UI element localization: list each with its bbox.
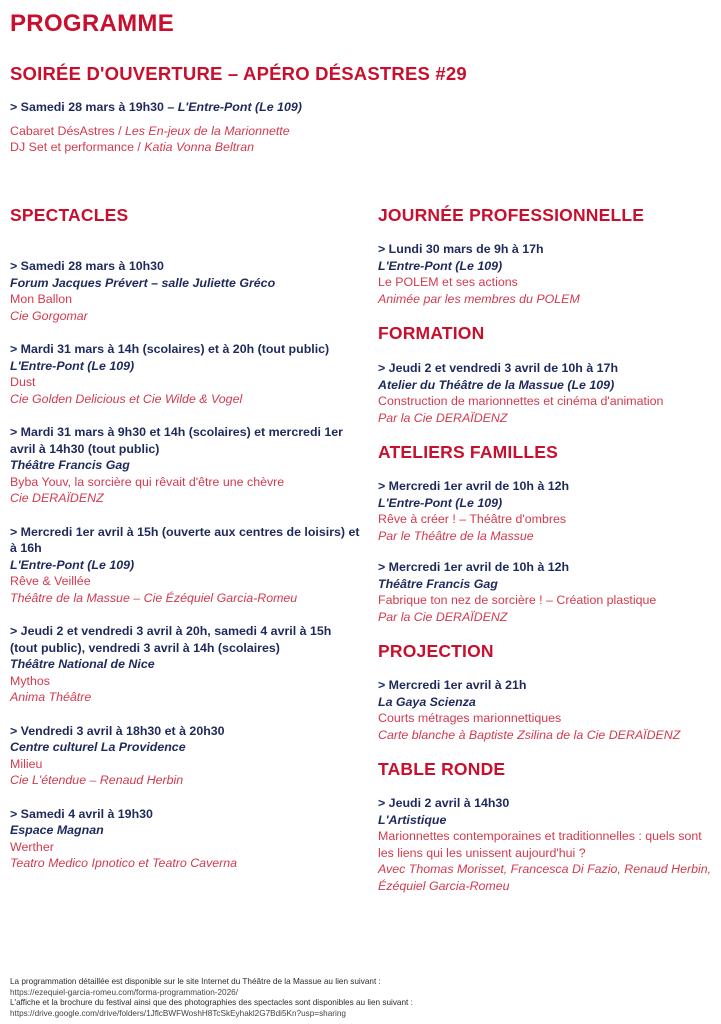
entry-title: Construction de marionnettes et cinéma d'animation	[378, 394, 664, 408]
entry-venue: L'Entre-Pont (Le 109)	[378, 258, 503, 273]
entry-title: Dust	[10, 375, 36, 389]
atelier-entry	[378, 559, 718, 625]
entry-title: Fabrique ton nez de sorcière ! – Création plastique	[378, 593, 657, 607]
spectacle-entry	[10, 524, 360, 607]
entry-credit: Par le Théâtre de la Massue	[378, 528, 534, 543]
entry-venue: Atelier du Théâtre de la Massue (Le 109)	[378, 377, 615, 392]
opening-line-1-title: Cabaret DésAstres /	[10, 123, 126, 138]
projection-entry	[378, 677, 718, 743]
entry-credit: Anima Théâtre	[10, 690, 92, 704]
opening-venue: L'Entre-Pont (Le 109)	[177, 100, 302, 114]
entry-credit: Carte blanche à Baptiste Zsilina de la Cie DERAÏDENZ	[378, 727, 681, 742]
journee-entry	[378, 241, 718, 307]
footer-link-1[interactable]: https://ezequiel-garcia-romeu.com/forma-programmation-2026/	[10, 987, 238, 997]
entry-date: > Jeudi 2 et vendredi 3 avril à 20h, samedi 4 avril à 15h (tout public), vendredi 3 avril à 14h (scolaires)	[10, 624, 332, 655]
entry-venue: L'Entre-Pont (Le 109)	[10, 557, 135, 572]
entry-date: > Mardi 31 mars à 9h30 et 14h (scolaires) et mercredi 1er avril à 14h30 (tout public)	[10, 425, 344, 456]
entry-credit: Avec Thomas Morisset, Francesca Di Fazio, Renaud Herbin, Ézéquiel Garcia-Romeu	[378, 862, 712, 893]
entry-credit: Cie DERAÏDENZ	[10, 491, 104, 505]
entry-date: > Mercredi 1er avril à 21h	[378, 678, 527, 692]
entry-credit: Théâtre de la Massue – Cie Ézéquiel Garcia-Romeu	[10, 590, 298, 605]
formation-heading: FORMATION	[378, 323, 485, 343]
opening-line-2-title: DJ Set et performance /	[10, 140, 145, 154]
entry-title: Rêve & Veillée	[10, 574, 91, 588]
entry-date: > Samedi 4 avril à 19h30	[10, 806, 153, 821]
entry-title: Mythos	[10, 673, 50, 688]
entry-date: > Mercredi 1er avril à 15h (ouverte aux centres de loisirs) et à 16h	[10, 524, 360, 555]
entry-credit: Teatro Medico Ipnotico et Teatro Caverna	[10, 856, 238, 870]
entry-title: Le POLEM et ses actions	[378, 275, 518, 289]
entry-date: > Samedi 28 mars à 10h30	[10, 259, 164, 273]
page-title: PROGRAMME	[10, 10, 175, 37]
right-column	[378, 205, 718, 894]
spectacle-entry	[10, 341, 360, 407]
entry-credit: Cie Golden Delicious et Cie Wilde & Vogel	[10, 391, 243, 406]
journee-heading: JOURNÉE PROFESSIONNELLE	[378, 205, 645, 225]
opening-section	[10, 63, 710, 156]
opening-date-line	[10, 99, 710, 116]
entry-date: > Mercredi 1er avril de 10h à 12h	[378, 560, 570, 574]
entry-venue: La Gaya Scienza	[378, 694, 476, 709]
entry-credit: Animée par les membres du POLEM	[378, 291, 580, 306]
entry-title: Marionnettes contemporaines et traditionnelles : quels sont les liens qui les unissent aujourd'hui ?	[378, 829, 702, 860]
entry-venue: Espace Magnan	[10, 823, 104, 837]
spectacle-entry	[10, 806, 360, 872]
opening-date: > Samedi 28 mars à 19h30 –	[10, 100, 178, 114]
spectacle-entry	[10, 424, 360, 507]
spectacles-column	[10, 205, 360, 872]
formation-entry	[378, 360, 718, 426]
entry-date: > Mercredi 1er avril de 10h à 12h	[378, 479, 570, 493]
opening-line-2	[10, 139, 710, 156]
entry-venue: Centre culturel La Providence	[10, 740, 186, 754]
entry-venue: L'Entre-Pont (Le 109)	[378, 495, 503, 510]
opening-line-2-credit: Katia Vonna Beltran	[144, 140, 255, 154]
entry-title: Werther	[10, 839, 54, 854]
table-ronde-heading: TABLE RONDE	[378, 759, 506, 779]
entry-title: Byba Youv, la sorcière qui rêvait d'être une chèvre	[10, 474, 285, 489]
ateliers-heading: ATELIERS FAMILLES	[378, 442, 559, 462]
entry-venue: Théâtre Francis Gag	[10, 458, 130, 472]
entry-credit: Cie Gorgomar	[10, 308, 88, 323]
spectacle-entry	[10, 623, 360, 706]
projection-heading: PROJECTION	[378, 641, 494, 661]
entry-venue: L'Artistique	[378, 812, 447, 827]
entry-title: Mon Ballon	[10, 292, 72, 306]
opening-line-1-credit: Les En-jeux de la Marionnette	[125, 123, 290, 138]
footer-line-1: La programmation détaillée est disponible sur le site Internet du Théâtre de la Massue au lien suivant :	[10, 977, 381, 986]
entry-date: > Lundi 30 mars de 9h à 17h	[378, 242, 544, 256]
entry-credit: Par la Cie DERAÏDENZ	[378, 609, 508, 624]
opening-line-1	[10, 123, 710, 140]
entry-title: Courts métrages marionnettiques	[378, 711, 562, 725]
entry-credit: Par la Cie DERAÏDENZ	[378, 410, 508, 425]
entry-date: > Jeudi 2 avril à 14h30	[378, 796, 510, 810]
entry-venue: Théâtre National de Nice	[10, 657, 155, 671]
footer	[10, 977, 710, 1019]
spectacle-entry	[10, 723, 360, 789]
entry-title: Milieu	[10, 756, 43, 771]
spectacle-entry	[10, 258, 360, 324]
entry-venue: Théâtre Francis Gag	[378, 576, 498, 591]
entry-venue: L'Entre-Pont (Le 109)	[10, 358, 135, 373]
table-ronde-entry	[378, 795, 718, 894]
entry-date: > Mardi 31 mars à 14h (scolaires) et à 20h (tout public)	[10, 342, 330, 356]
atelier-entry	[378, 478, 718, 544]
entry-title: Rêve à créer ! – Théâtre d'ombres	[378, 512, 567, 526]
entry-date: > Vendredi 3 avril à 18h30 et à 20h30	[10, 723, 225, 738]
entry-credit: Cie L'étendue – Renaud Herbin	[10, 773, 184, 787]
entry-date: > Jeudi 2 et vendredi 3 avril de 10h à 17h	[378, 361, 619, 375]
opening-entry	[10, 99, 710, 156]
entry-venue: Forum Jacques Prévert – salle Juliette Gréco	[10, 275, 276, 290]
footer-link-2[interactable]: https://drive.google.com/drive/folders/1JflcBWFWoshH8TcSkEyhakl2G7Bdi5Kn?usp=sharing	[10, 1008, 346, 1018]
footer-line-2: L'affiche et la brochure du festival ainsi que des photographies des spectacles sont disponibles au lien suivant :	[10, 998, 413, 1007]
opening-heading: SOIRÉE D'OUVERTURE – APÉRO DÉSASTRES #29	[10, 63, 467, 84]
spectacles-heading: SPECTACLES	[10, 205, 129, 225]
